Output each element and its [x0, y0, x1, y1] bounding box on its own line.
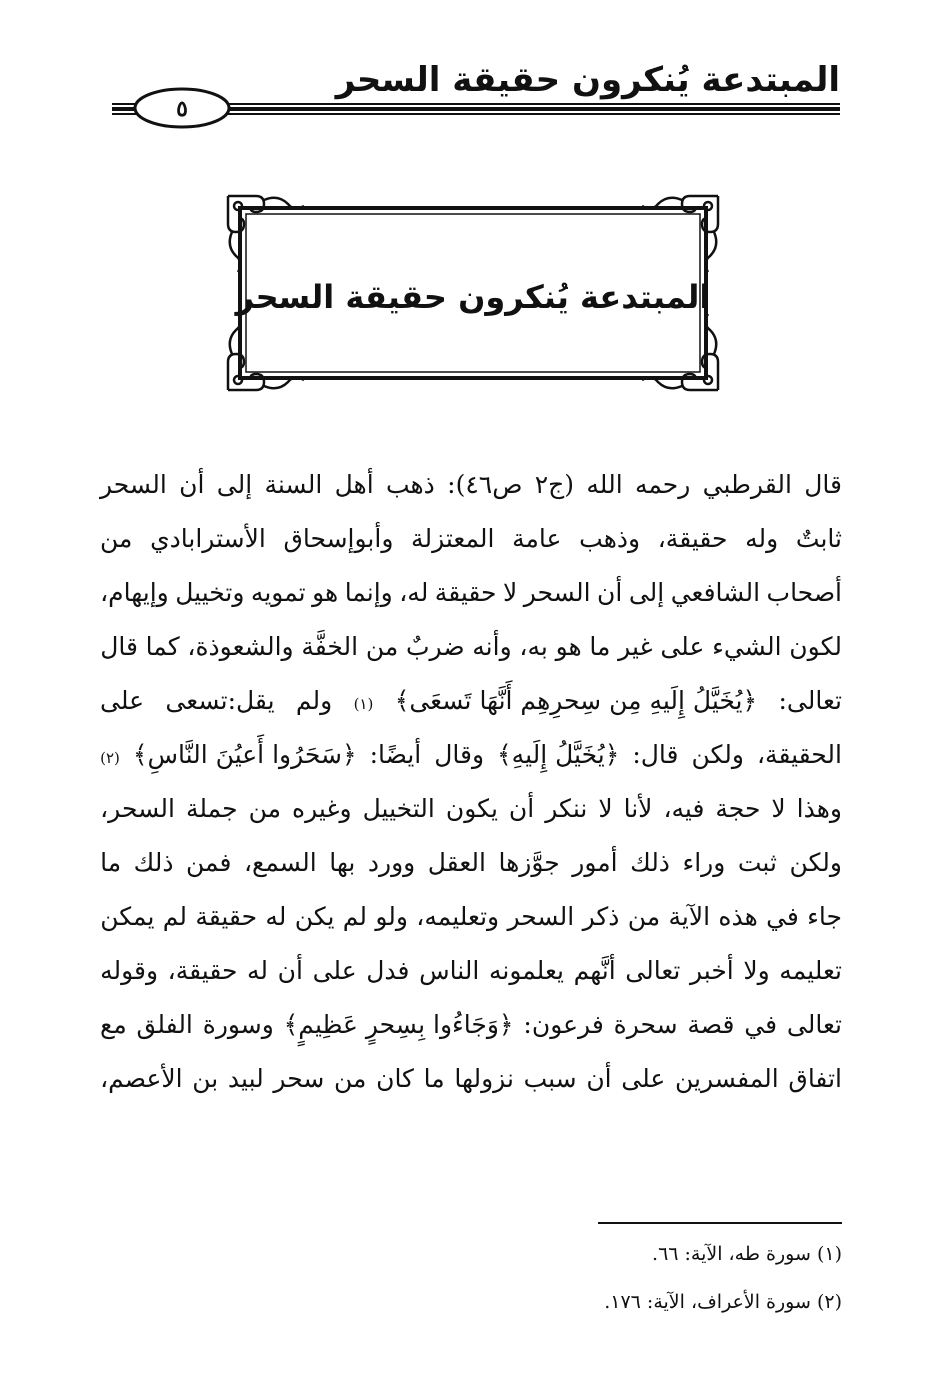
- footnotes: [440, 1238, 842, 1334]
- word: تمويه: [250, 578, 306, 607]
- word: الله: [586, 470, 623, 499]
- word: والشعوذة،: [187, 632, 294, 661]
- word: بن: [192, 1064, 219, 1093]
- word: لا: [771, 794, 786, 823]
- word: أن: [597, 578, 623, 607]
- text-line: [100, 620, 842, 674]
- word: الحقيقة،: [756, 740, 842, 769]
- word: وهذا: [796, 794, 842, 823]
- word: نزولها: [454, 1064, 514, 1093]
- word: سحرة: [613, 1010, 678, 1039]
- word: وقوله: [100, 956, 159, 985]
- word: وتعليمه،: [416, 902, 500, 931]
- word: أمور: [572, 848, 618, 877]
- word: وقال: [434, 740, 485, 769]
- word: ولكن: [691, 740, 744, 769]
- word: من: [333, 1064, 367, 1093]
- word: فيه،: [663, 794, 705, 823]
- word: قصة: [687, 1010, 735, 1039]
- word: ولم: [295, 686, 333, 715]
- word: أن: [179, 470, 205, 499]
- word: على: [312, 956, 357, 985]
- word: يقل:تسعى: [165, 686, 275, 715]
- word: يعلمونه: [488, 956, 564, 985]
- word: العقل: [427, 848, 486, 877]
- word: الناس: [419, 956, 480, 985]
- word: يكن: [294, 902, 335, 931]
- word: وتخييل: [175, 578, 245, 607]
- word: وغيره: [292, 794, 352, 823]
- word: ذكر: [582, 902, 620, 931]
- word: عامة: [512, 524, 562, 553]
- word: التخييل: [362, 794, 435, 823]
- word: الفلق: [136, 1010, 193, 1039]
- word: بها: [329, 848, 356, 877]
- word: ننكر: [545, 794, 588, 823]
- word: أن: [586, 1064, 612, 1093]
- word: هو: [555, 632, 582, 661]
- word: يمكن: [100, 902, 155, 931]
- running-header-title: المبتدعة يُنكرون حقيقة السحر: [335, 60, 840, 100]
- page-number: ٥: [176, 96, 188, 122]
- word: السنة: [264, 470, 323, 499]
- word: لأنا: [623, 794, 653, 823]
- word: وورد: [367, 848, 416, 877]
- word: إلى: [216, 470, 253, 499]
- text-line: [100, 890, 842, 944]
- word: تعالى: [786, 1010, 842, 1039]
- text-line: [100, 674, 842, 728]
- word: سحر: [273, 1064, 325, 1093]
- word: من: [248, 794, 281, 823]
- word: فرعون:: [523, 1010, 604, 1039]
- word: في: [744, 1010, 778, 1039]
- word: من: [365, 632, 399, 661]
- word: على: [660, 632, 705, 661]
- word: ولو: [375, 902, 408, 931]
- text-line: [100, 782, 842, 836]
- word: غير: [618, 632, 653, 661]
- word: ما: [100, 848, 122, 877]
- footnote-1: (١) سورة طه، الآية: ٦٦.: [652, 1243, 842, 1265]
- word: ذلك: [133, 848, 174, 877]
- text-line: [100, 836, 842, 890]
- word: وأبوإسحاق: [283, 524, 394, 553]
- word: وإنما: [344, 578, 393, 607]
- word: من: [627, 902, 661, 931]
- word: السحر: [100, 470, 167, 499]
- text-line: [100, 728, 842, 782]
- word: ولا: [743, 956, 770, 985]
- word: ثابتٌ: [795, 524, 842, 553]
- word: على: [621, 1064, 666, 1093]
- quran-quote: ﴿وَجَاءُوا بِسِحرٍ عَظِيمٍ﴾: [283, 1010, 514, 1039]
- word: المفسرين: [675, 1064, 779, 1093]
- word: ولكن: [789, 848, 842, 877]
- word: به،: [519, 632, 548, 661]
- word: أن: [508, 794, 535, 823]
- quran-quote: ﴿سَحَرُوا أَعيُنَ النَّاسِ﴾: [132, 740, 357, 769]
- word: من: [100, 524, 133, 553]
- word: لا: [598, 794, 613, 823]
- text-line: [100, 512, 842, 566]
- word: أهل: [334, 470, 374, 499]
- word: ضربٌ: [405, 632, 465, 661]
- footnote-2: (٢) سورة الأعراف، الآية: ١٧٦.: [604, 1291, 842, 1313]
- word: حقيقة،: [167, 956, 238, 985]
- word: القرطبي: [702, 470, 792, 499]
- word: الخفَّة: [301, 632, 359, 661]
- word: قال:: [632, 740, 679, 769]
- word: لم: [162, 902, 188, 931]
- word: وأنه: [472, 632, 512, 661]
- text-line: [100, 944, 842, 998]
- word: إلى: [628, 578, 665, 607]
- text-line: [100, 458, 842, 512]
- word: وله: [745, 524, 779, 553]
- word: (ج٢: [534, 470, 575, 499]
- word: ذلك: [630, 848, 670, 877]
- word: السحر: [507, 902, 575, 931]
- footnote-divider: [598, 1222, 842, 1224]
- word: له،: [399, 578, 429, 607]
- word: اتفاق: [788, 1064, 842, 1093]
- word: تعالى:: [778, 686, 842, 715]
- word: تعالى: [625, 956, 681, 985]
- word: أيضًا:: [369, 740, 422, 769]
- word: جملة: [185, 794, 238, 823]
- word: على: [100, 686, 145, 715]
- word: الأعصم،: [100, 1064, 183, 1093]
- word: ما: [589, 632, 611, 661]
- word: فمن: [186, 848, 232, 877]
- word: حقيقة: [195, 902, 258, 931]
- word: أخبر: [689, 956, 734, 985]
- word: كان: [376, 1064, 414, 1093]
- quran-quote: ﴿يُخَيَّلُ إِلَيهِ مِن سِحرِهِم أَنَّهَا تَسعَى﴾: [394, 686, 758, 715]
- word: هو: [312, 578, 339, 607]
- word: قال: [804, 470, 842, 499]
- word: له: [247, 956, 269, 985]
- footnote-ref: (١): [353, 695, 374, 713]
- word: رحمه: [634, 470, 691, 499]
- word: قال: [100, 632, 138, 661]
- word: المعتزلة: [411, 524, 495, 553]
- quran-quote: ﴿يُخَيَّلُ إِلَيهِ﴾: [497, 740, 620, 769]
- word: ما: [423, 1064, 445, 1093]
- text-line: [100, 1052, 842, 1106]
- word: فدل: [366, 956, 410, 985]
- footnote-ref: (٢): [100, 749, 120, 767]
- word: هذه: [718, 902, 758, 931]
- word: حجة: [715, 794, 761, 823]
- word: أنَّهم: [573, 956, 616, 985]
- word: وسورة: [202, 1010, 274, 1039]
- word: الآية: [668, 902, 711, 931]
- word: وإيهام،: [100, 578, 169, 607]
- word: يكون: [445, 794, 498, 823]
- word: مع: [100, 1010, 127, 1039]
- word: لبيد: [227, 1064, 264, 1093]
- word: السحر،: [100, 794, 175, 823]
- word: ص٤٦):: [447, 470, 523, 499]
- word: حقيقة: [434, 578, 497, 607]
- text-line: [100, 998, 842, 1052]
- word: الشيء: [712, 632, 782, 661]
- word: وذهب: [579, 524, 641, 553]
- word: جوَّزها: [498, 848, 560, 877]
- word: وراء: [682, 848, 726, 877]
- word: كما: [145, 632, 180, 661]
- word: جاء: [807, 902, 842, 931]
- word: لكون: [789, 632, 842, 661]
- text-line: [100, 566, 842, 620]
- word: تعليمه: [779, 956, 842, 985]
- word: الأسترابادي: [150, 524, 266, 553]
- word: في: [766, 902, 799, 931]
- word: السحر: [523, 578, 591, 607]
- word: له: [265, 902, 287, 931]
- word: حقيقة،: [657, 524, 728, 553]
- word: لم: [342, 902, 368, 931]
- word: لا: [502, 578, 518, 607]
- word: أصحاب: [766, 578, 842, 607]
- word: الشافعي: [670, 578, 761, 607]
- word: أن: [277, 956, 303, 985]
- word: سبب: [523, 1064, 577, 1093]
- word: ثبت: [737, 848, 777, 877]
- chapter-title: المبتدعة يُنكرون حقيقة السحر: [235, 278, 711, 316]
- word: السمع،: [243, 848, 317, 877]
- body-text: [100, 458, 842, 1106]
- word: ذهب: [385, 470, 435, 499]
